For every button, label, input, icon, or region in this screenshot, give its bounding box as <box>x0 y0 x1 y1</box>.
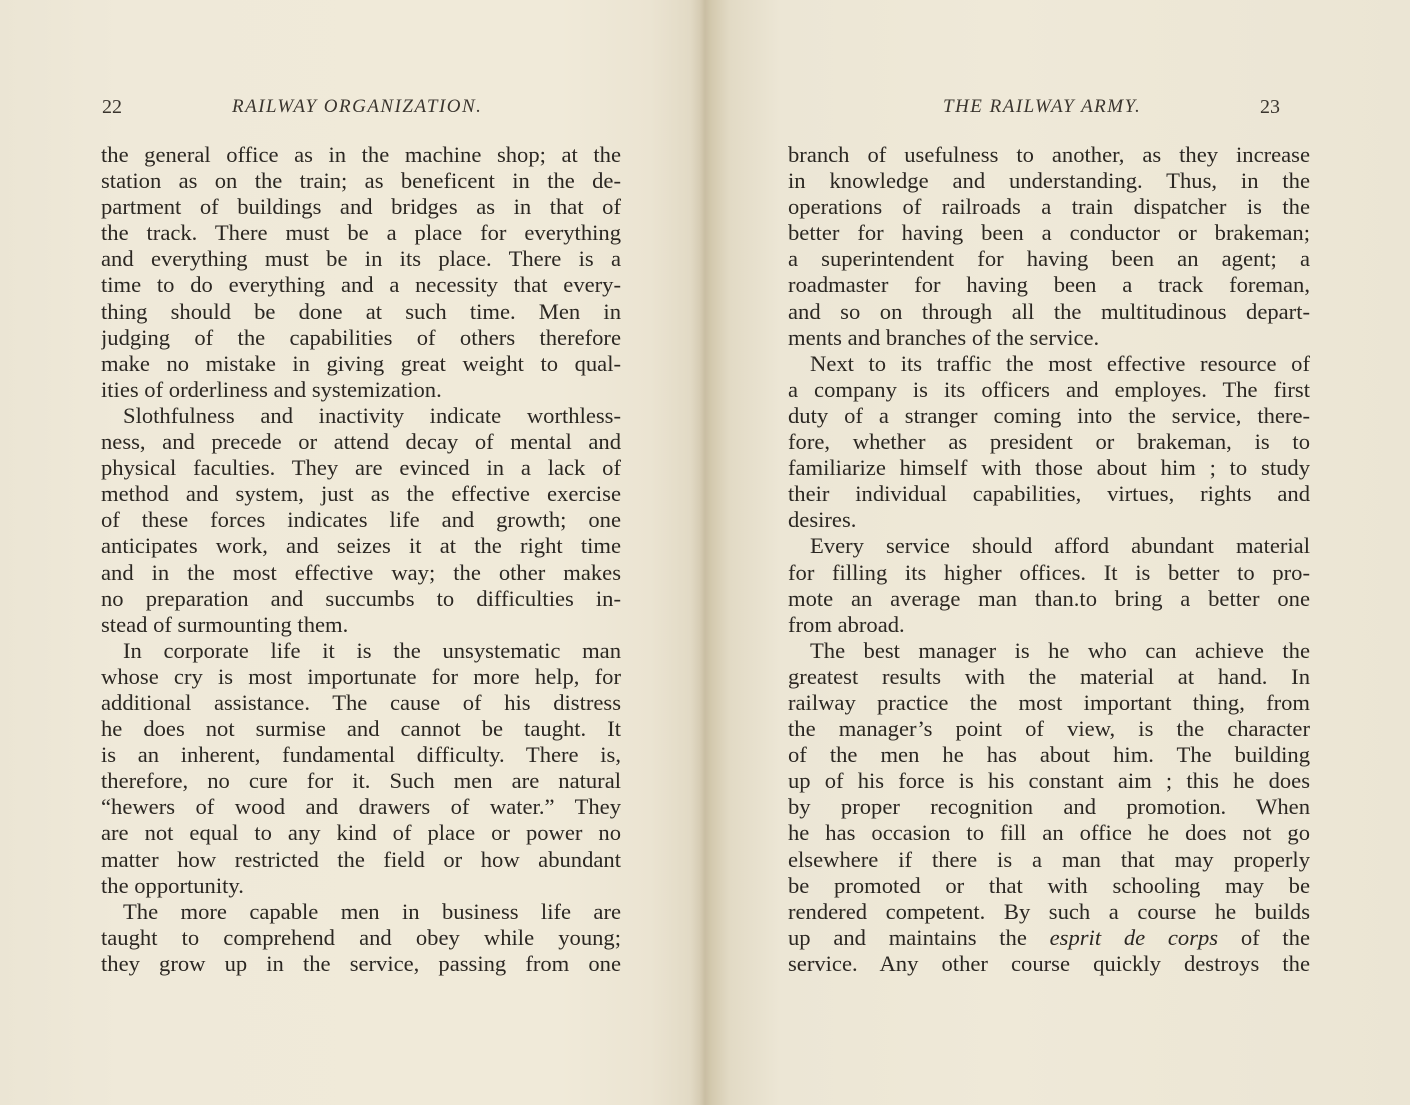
text-line: he has occasion to fill an office he does not go <box>788 820 1310 846</box>
italic-phrase: esprit de corps <box>1049 924 1219 950</box>
text-line: rendered competent. By such a course he builds <box>788 898 1310 924</box>
text-line: a superintendent for having been an agent; a <box>788 246 1310 272</box>
text-line: a company is its officers and employes. The first <box>788 376 1310 402</box>
text-line: judging of the capabilities of others therefore <box>101 324 621 350</box>
text-line: elsewhere if there is a man that may properly <box>788 846 1310 872</box>
text-line: In corporate life it is the unsystematic man <box>123 637 621 663</box>
text-line: operations of railroads a train dispatcher is the <box>788 194 1310 220</box>
text-line: the track. There must be a place for everything <box>101 220 621 246</box>
text-line: ments and branches of the service. <box>788 324 1100 350</box>
text-line: greatest results with the material at hand. In <box>788 663 1310 689</box>
text-line: be promoted or that with schooling may be <box>788 872 1310 898</box>
text-line: in knowledge and understanding. Thus, in the <box>788 168 1310 194</box>
text-line-segment: of the <box>1218 924 1310 950</box>
right-page-number: 23 <box>1260 96 1280 118</box>
text-line: and so on through all the multitudinous depart- <box>788 298 1310 324</box>
text-line: Every service should afford abundant material <box>810 533 1310 559</box>
text-line: roadmaster for having been a track foreman, <box>788 272 1310 298</box>
text-line: taught to comprehend and obey while young; <box>101 924 621 950</box>
text-line: therefore, no cure for it. Such men are natural <box>101 768 621 794</box>
text-line: stead of surmounting them. <box>101 611 349 637</box>
text-line: ities of orderliness and systemization. <box>101 376 442 402</box>
text-line: and everything must be in its place. There is a <box>101 246 621 272</box>
text-line: familiarize himself with those about him ; to study <box>788 455 1310 481</box>
text-line: of the men he has about him. The building <box>788 742 1310 768</box>
text-line: ness, and precede or attend decay of mental and <box>101 429 621 455</box>
text-line: station as on the train; as beneficent in the de- <box>101 168 621 194</box>
text-line: the manager’s point of view, is the character <box>788 716 1310 742</box>
text-line: Slothfulness and inactivity indicate worthless- <box>123 402 621 428</box>
text-line: “hewers of wood and drawers of water.” They <box>101 794 621 820</box>
text-line: he does not surmise and cannot be taught. It <box>101 716 621 742</box>
text-line: the opportunity. <box>101 872 244 898</box>
text-line: physical faculties. They are evinced in a lack of <box>101 455 621 481</box>
left-page-body <box>101 142 621 977</box>
text-line-segment: up and maintains the <box>788 924 1050 950</box>
text-line: is an inherent, fundamental difficulty. There is, <box>101 742 621 768</box>
text-line: of these forces indicates life and growth; one <box>101 507 621 533</box>
text-line: partment of buildings and bridges as in that of <box>101 194 621 220</box>
text-line: and in the most effective way; the other makes <box>101 559 621 585</box>
right-page-body <box>788 142 1310 977</box>
left-running-head: RAILWAY ORGANIZATION. <box>232 96 483 117</box>
text-line: Next to its traffic the most effective resource of <box>810 350 1310 376</box>
text-line: service. Any other course quickly destroys the <box>788 950 1310 976</box>
text-line: the general office as in the machine shop; at the <box>101 142 621 167</box>
text-line: time to do everything and a necessity that every- <box>101 272 621 298</box>
left-page-number: 22 <box>102 96 122 118</box>
text-line: branch of usefulness to another, as they increase <box>788 142 1310 167</box>
text-line: matter how restricted the field or how abundant <box>101 846 621 872</box>
text-line: better for having been a conductor or brakeman; <box>788 220 1310 246</box>
text-line: desires. <box>788 507 857 533</box>
text-line: make no mistake in giving great weight to qual- <box>101 350 621 376</box>
text-line: from abroad. <box>788 611 905 637</box>
text-line <box>788 925 1310 951</box>
text-line: they grow up in the service, passing from one <box>101 950 621 976</box>
text-line: their individual capabilities, virtues, rights and <box>788 481 1310 507</box>
text-line: The more capable men in business life are <box>123 898 621 924</box>
text-line: fore, whether as president or brakeman, is to <box>788 429 1310 455</box>
text-line: method and system, just as the effective exercise <box>101 481 621 507</box>
text-line: by proper recognition and promotion. When <box>788 794 1310 820</box>
text-line: for filling its higher offices. It is better to pro- <box>788 559 1310 585</box>
text-line: anticipates work, and seizes it at the right time <box>101 533 621 559</box>
text-line: whose cry is most importunate for more help, for <box>101 663 621 689</box>
text-line: The best manager is he who can achieve the <box>810 637 1310 663</box>
text-line: mote an average man than.to bring a better one <box>788 585 1310 611</box>
text-line: duty of a stranger coming into the service, there- <box>788 402 1310 428</box>
text-line: thing should be done at such time. Men in <box>101 298 621 324</box>
right-running-head: THE RAILWAY ARMY. <box>943 96 1142 117</box>
text-line: no preparation and succumbs to difficulties in- <box>101 585 621 611</box>
right-page <box>705 0 1410 1105</box>
text-line: additional assistance. The cause of his distress <box>101 689 621 715</box>
text-line: up of his force is his constant aim ; this he does <box>788 768 1310 794</box>
text-line: are not equal to any kind of place or power no <box>101 820 621 846</box>
text-line: railway practice the most important thing, from <box>788 689 1310 715</box>
